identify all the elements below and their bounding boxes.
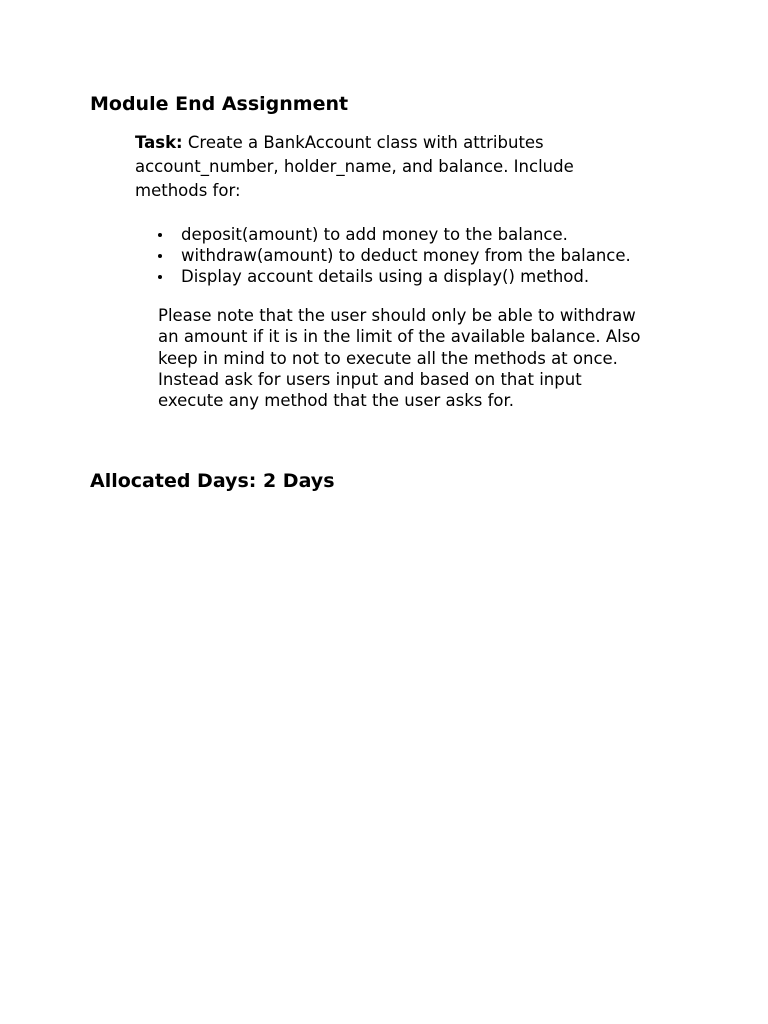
page-title: Module End Assignment	[90, 93, 349, 115]
bullet-icon	[158, 275, 162, 279]
note-line: execute any method that the user asks for.	[158, 391, 515, 411]
note-line: keep in mind to not to execute all the methods at once.	[158, 348, 618, 368]
task-label: Task:	[135, 133, 183, 152]
note-line: Instead ask for users input and based on that input	[158, 369, 582, 389]
bullet-icon	[158, 233, 162, 237]
note-line: Please note that the user should only be able to withdraw	[158, 306, 636, 325]
list-item-text: withdraw(amount) to deduct money from the balance.	[181, 246, 631, 265]
list-item-text: Display account details using a display() method.	[181, 267, 590, 286]
list-item-text: deposit(amount) to add money to the balance.	[181, 225, 568, 244]
allocated-days-heading: Allocated Days: 2 Days	[90, 470, 335, 492]
note-line: an amount if it is in the limit of the available balance. Also	[158, 327, 641, 347]
list-item-display	[158, 266, 631, 287]
bullet-icon	[158, 254, 162, 258]
list-item-deposit	[158, 224, 631, 245]
task-text: Create a BankAccount class with attributes account_number, holder_name, and balance. Include methods for:	[135, 133, 574, 200]
methods-list	[158, 224, 631, 287]
task-paragraph	[135, 131, 635, 203]
list-item-withdraw	[158, 245, 631, 266]
note-paragraph	[158, 305, 688, 411]
